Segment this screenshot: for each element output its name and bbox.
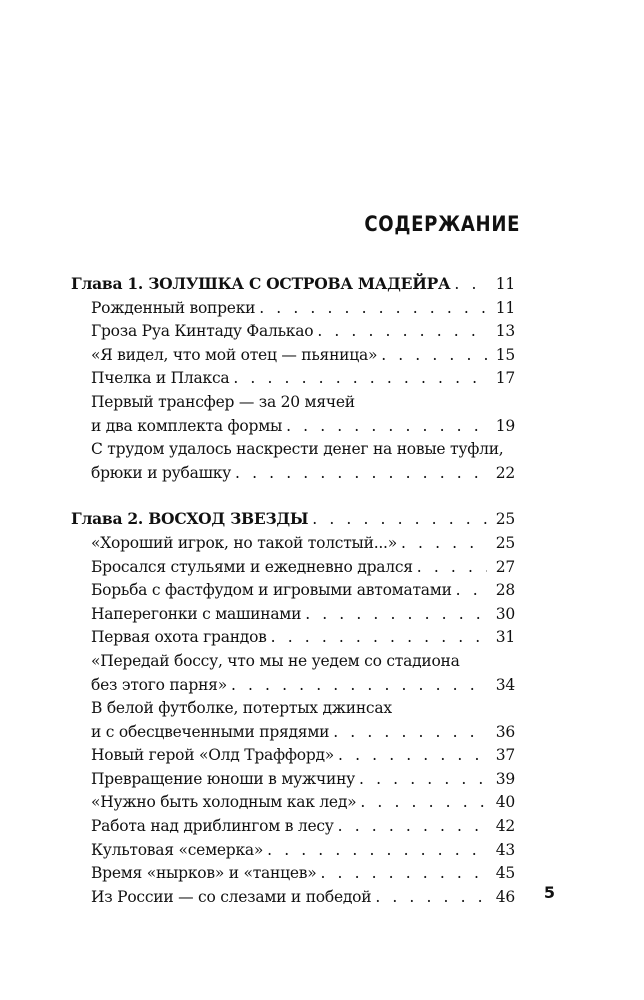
dot-leader — [286, 415, 487, 439]
page-number: 11 — [495, 275, 515, 293]
toc-line — [91, 462, 515, 486]
page-number: 15 — [495, 345, 515, 364]
toc-entry[interactable] — [71, 697, 515, 744]
toc-entry[interactable] — [71, 744, 515, 768]
entry-title: брюки и рубашку — [91, 463, 232, 482]
entry-title: «Я видел, что мой отец — пьяница» — [91, 345, 378, 364]
entry-title: без этого парня» — [91, 675, 227, 694]
entry-title: Первая охота грандов — [91, 628, 267, 647]
toc-entry[interactable] — [71, 438, 515, 485]
toc-entry[interactable] — [71, 556, 515, 580]
toc-line — [91, 556, 515, 580]
page-number: 27 — [495, 557, 515, 576]
toc-entry[interactable] — [71, 532, 515, 556]
toc-line — [91, 415, 515, 439]
dot-leader — [267, 839, 487, 863]
chapter-title: Глава 2. ВОСХОД ЗВЕЗДЫ — [71, 509, 309, 529]
dot-leader — [338, 815, 487, 839]
page-number: 28 — [495, 581, 515, 600]
dot-leader — [375, 886, 487, 910]
toc-line — [91, 886, 515, 910]
entry-title: Превращение юноши в мужчину — [91, 769, 356, 788]
toc-line — [91, 815, 515, 839]
page-number: 11 — [495, 298, 515, 317]
toc-line — [91, 579, 515, 603]
page-number: 31 — [495, 628, 515, 647]
toc-line — [91, 744, 515, 768]
toc-line — [91, 674, 515, 698]
toc-line — [91, 626, 515, 650]
toc-line — [91, 297, 515, 321]
toc-entry[interactable] — [71, 344, 515, 368]
folio-page-number: 5 — [543, 883, 555, 902]
page-number: 39 — [495, 769, 515, 788]
entry-title: Из России — со слезами и победой — [91, 887, 372, 906]
entry-title: Работа над дриблингом в лесу — [91, 817, 334, 836]
entry-title: и два комплекта формы — [91, 416, 283, 435]
table-of-contents — [71, 272, 515, 931]
chapter-heading[interactable] — [71, 272, 515, 297]
dot-leader — [381, 344, 487, 368]
toc-entry[interactable] — [71, 579, 515, 603]
toc-line — [91, 721, 515, 745]
dot-leader — [359, 768, 487, 792]
toc-entry[interactable] — [71, 297, 515, 321]
dot-leader — [312, 508, 487, 532]
dot-leader — [338, 744, 487, 768]
dot-leader — [360, 791, 487, 815]
page-number: 45 — [495, 864, 515, 883]
entry-title: Пчелка и Плакса — [91, 369, 230, 388]
page-number: 40 — [495, 793, 515, 812]
toc-entry[interactable] — [71, 367, 515, 391]
page-number: 30 — [495, 604, 515, 623]
dot-leader — [401, 532, 487, 556]
toc-entry[interactable] — [71, 862, 515, 886]
dot-leader — [333, 721, 487, 745]
toc-entry[interactable] — [71, 886, 515, 910]
toc-line — [91, 791, 515, 815]
toc-entry[interactable] — [71, 768, 515, 792]
entry-title: Гроза Руа Кинтаду Фалькао — [91, 322, 314, 341]
toc-line — [71, 272, 515, 297]
dot-leader — [317, 320, 487, 344]
entry-title-line: С трудом удалось наскрести денег на новые туфли, — [91, 440, 504, 459]
page-number: 46 — [495, 887, 515, 906]
entry-title: «Хороший игрок, но такой толстый...» — [91, 533, 397, 552]
entry-title-line: Первый трансфер — за 20 мячей — [91, 392, 355, 411]
entry-title: и с обесцвеченными прядями — [91, 722, 330, 741]
toc-line — [91, 320, 515, 344]
page-number: 36 — [495, 722, 515, 741]
entry-title: Наперегонки с машинами — [91, 604, 302, 623]
entry-title: «Нужно быть холодным как лед» — [91, 793, 357, 812]
dot-leader — [271, 626, 487, 650]
dot-leader — [320, 862, 487, 886]
toc-line — [91, 367, 515, 391]
entry-title-line: «Передай боссу, что мы не уедем со стадиона — [91, 651, 460, 670]
dot-leader — [259, 297, 487, 321]
chapter-title: Глава 1. ЗОЛУШКА С ОСТРОВА МАДЕЙРА — [71, 274, 451, 293]
toc-entry[interactable] — [71, 603, 515, 627]
toc-line — [91, 839, 515, 863]
toc-line — [91, 768, 515, 792]
page-number: 42 — [495, 817, 515, 836]
dot-leader — [305, 603, 487, 627]
entry-title: Время «нырков» и «танцев» — [91, 864, 317, 883]
page-number: 19 — [495, 416, 515, 435]
dot-leader — [231, 674, 487, 698]
toc-entry[interactable] — [71, 650, 515, 697]
toc-line — [91, 603, 515, 627]
page-number: 17 — [495, 369, 515, 388]
chapter-heading[interactable] — [71, 507, 515, 532]
dot-leader — [454, 273, 487, 297]
toc-entry[interactable] — [71, 391, 515, 438]
page-title: СОДЕРЖАНИЕ — [364, 212, 520, 236]
entry-title: Новый герой «Олд Траффорд» — [91, 746, 335, 765]
toc-entry[interactable] — [71, 320, 515, 344]
entry-title: Рожденный вопреки — [91, 298, 256, 317]
page-number: 25 — [495, 510, 515, 529]
page-number: 34 — [495, 675, 515, 694]
toc-line — [91, 862, 515, 886]
page-number: 22 — [495, 463, 515, 482]
dot-leader — [417, 556, 487, 580]
page-number: 37 — [495, 746, 515, 765]
entry-title: Борьба с фастфудом и игровыми автоматами — [91, 581, 452, 600]
toc-line — [91, 532, 515, 556]
toc-entry[interactable] — [71, 815, 515, 839]
page-number: 13 — [495, 322, 515, 341]
chapter-2 — [71, 507, 515, 909]
entry-title-line: В белой футболке, потертых джинсах — [91, 699, 392, 718]
dot-leader — [233, 367, 487, 391]
toc-entry[interactable] — [71, 791, 515, 815]
dot-leader — [235, 462, 487, 486]
chapter-1 — [71, 272, 515, 485]
entry-title: Бросался стульями и ежедневно дрался — [91, 557, 413, 576]
page-number: 25 — [495, 533, 515, 552]
page-number: 43 — [495, 840, 515, 859]
toc-entry[interactable] — [71, 839, 515, 863]
toc-line — [91, 344, 515, 368]
dot-leader — [456, 579, 487, 603]
entry-title: Культовая «семерка» — [91, 840, 264, 859]
toc-line — [71, 507, 515, 532]
toc-entry[interactable] — [71, 626, 515, 650]
